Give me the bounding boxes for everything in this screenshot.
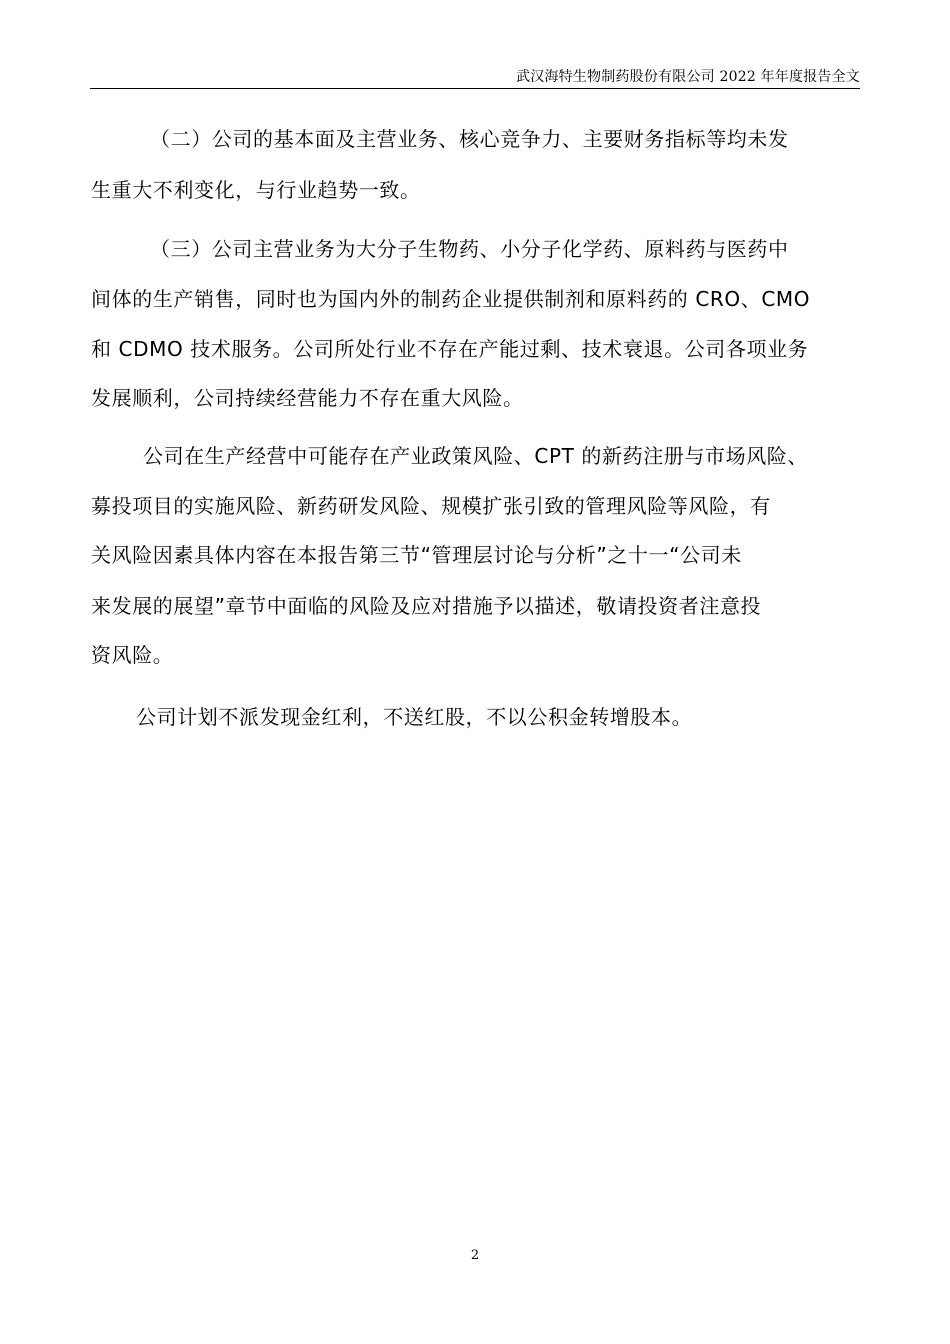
text-line: 公司计划不派发现金红利，不送红股，不以公积金转增股本。: [136, 705, 693, 729]
text-line: 生重大不利变化，与行业趋势一致。: [91, 178, 421, 202]
text-line: 募投项目的实施风险、新药研发风险、规模扩张引致的管理风险等风险，有: [91, 494, 771, 518]
text-line: 来发展的展望”章节中面临的风险及应对措施予以描述，敬请投资者注意投: [91, 594, 762, 618]
text-line: 发展顺利，公司持续经营能力不存在重大风险。: [91, 386, 524, 410]
text-line: 和 CDMO 技术服务。公司所处行业不存在产能过剩、技术衰退。公司各项业务: [91, 337, 809, 361]
text-line: （二）公司的基本面及主营业务、核心竞争力、主要财务指标等均未发: [150, 127, 789, 151]
text-line: 资风险。: [91, 643, 174, 667]
text-line: 关风险因素具体内容在本报告第三节“管理层讨论与分析”之十一“公司未: [91, 543, 742, 567]
page-number: 2: [470, 1248, 480, 1263]
header-divider: [90, 88, 860, 89]
report-header-title: 武汉海特生物制药股份有限公司 2022 年年度报告全文: [516, 69, 860, 85]
text-line: 公司在生产经营中可能存在产业政策风险、CPT 的新药注册与市场风险、: [143, 444, 808, 468]
text-line: 间体的生产销售，同时也为国内外的制药企业提供制剂和原料药的 CRO、CMO: [91, 287, 811, 311]
text-line: （三）公司主营业务为大分子生物药、小分子化学药、原料药与医药中: [150, 237, 789, 261]
